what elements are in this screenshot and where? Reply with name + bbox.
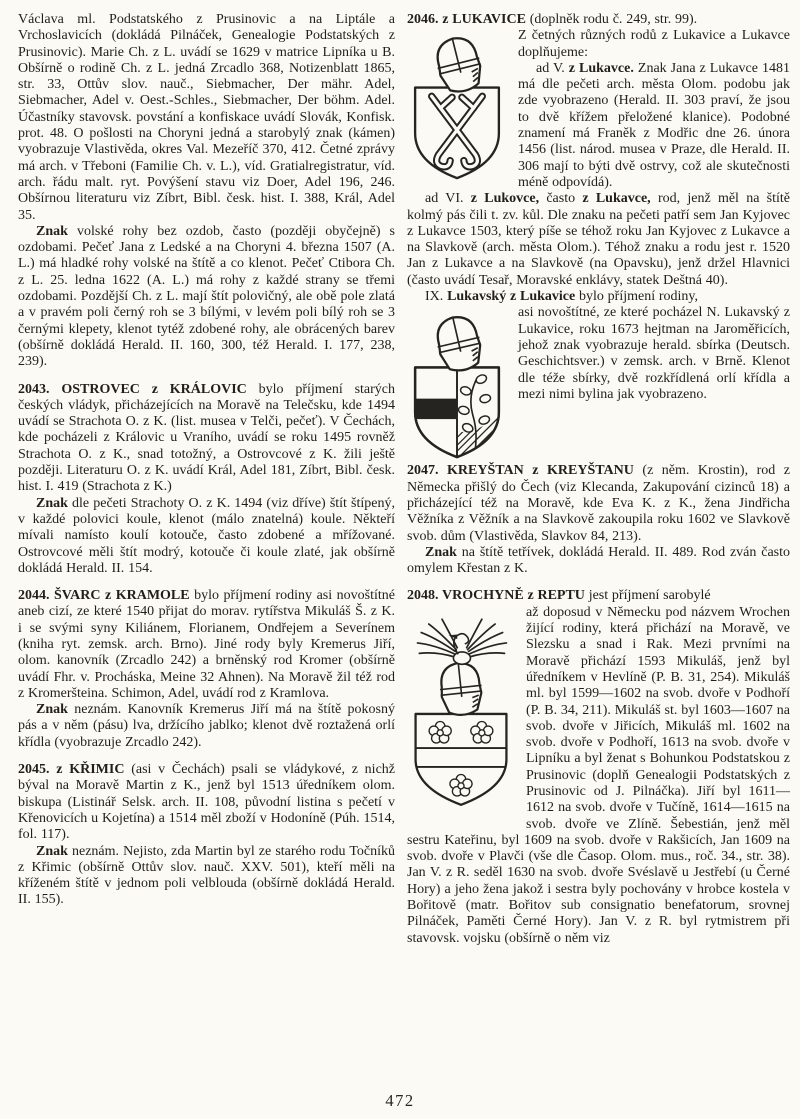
bold-text: Znak xyxy=(36,223,68,239)
body-text: Znak Jana z Lukavce 1481 má dle pečeti arch. města Olom. podobu jak zde vyobrazeno (Herald. II. 303 praví, že jsou to dvě křížem přeložené klanice). Podobné znamení má Franěk z Modřic dne 26. února 1456 (list. národ. musea v Praze, dle Herald. II. 306 mají to býti dvě ostrvy, což ale skutečnosti méně odpovídá). xyxy=(518,60,790,190)
entry-2046-heading xyxy=(407,12,790,28)
body-text: IX. xyxy=(425,289,448,305)
bold-text: Znak xyxy=(36,495,68,511)
entry-2044-paragraph xyxy=(18,588,395,702)
bold-text: Znak xyxy=(36,702,68,718)
bold-text: z Lukovce, xyxy=(470,191,540,207)
right-column xyxy=(407,12,790,947)
bold-text: 2043. OSTROVEC z KRÁLOVIC xyxy=(18,381,247,397)
bold-text: 2044. ŠVARC z KRAMOLE xyxy=(18,588,190,604)
body-text: rod, jenž měl na štítě kolmý pás čili t. zv. kůl. Dle znaku na pečeti patří sem Jan Kyjovec z Lukavce 1503, který píše se téhož roku Jan Kyjovec z Lukavce a na Slavkově (arch. města Olom.). Téhož znaku a rodu jest r. 1520 Jan z Lukavce a na Slavkově (na Opavsku), jenž držel Hlavnici (často uvádí Tesař, Moravské enklávy, statek Deštná 40). xyxy=(407,191,790,288)
entry-2046-ix-heading xyxy=(407,289,790,305)
entry-2047-blazon xyxy=(407,545,790,578)
great-helm-icon xyxy=(438,661,485,717)
entry-continuation-paragraph xyxy=(18,12,395,224)
body-text: (z něm. Krostin), rod z Německa přišlý do Čech (viz Klecanda, Zakupování cizinců 18) a přicházející též na Moravě, kde Eva K. z K., žena Jindřicha Věžníka z Věžník a na Slavkově zakoupila roku 1602 ve Slavkově svob. dům (Vlastivěda, Slavkov 84, 213). xyxy=(407,463,790,544)
coat-of-arms-fess-roses-bird-crest-icon xyxy=(408,609,514,817)
bold-text: Znak xyxy=(425,544,457,560)
great-helm-icon xyxy=(432,313,486,375)
entry-2043-blazon xyxy=(18,496,395,577)
bold-text: z Lukavce, xyxy=(582,191,651,207)
body-text: na štítě tetřívek, dokládá Herald. II. 489. Rod zván často omylem Křestan z K. xyxy=(407,544,790,577)
bold-text: z Lukavce. xyxy=(568,60,634,76)
body-text: neznám. Kanovník Kremerus Jiří má na štítě pokosný pás a v něm (pásu) lva, držícího jablko; klenot dvě roztažená orlí křídla (vyobrazuje Zrcadlo 242). xyxy=(18,702,395,750)
bold-text: 2047. KREYŠTAN z KREYŠTANU xyxy=(407,463,634,479)
entry-2044-blazon xyxy=(18,702,395,751)
coat-of-arms-crossed-klanice-icon xyxy=(408,32,506,182)
figure-arms-vrochyne xyxy=(408,609,514,817)
body-text: Václava ml. Podstatského z Prusinovic a na Liptále a Vrchoslavicích (dokládá Pilnáček, Genealogie Podstatských z Prusinovic). Marie Ch. z L. uvádí se 1629 v matrice Lipníka u B. Obšírně o rodině Ch. z L. jedná Zrcadlo 368, Notizenblatt 1865, str. 33, Ottův slov. nauč., Siebmacher, Der mähr. Adel, Siebmacher, Adel v. Oest.-Schles., Siebmacher, Der böhm. Adel. Účastníky stavovsk. povstání a konfiskace uvádí Slovák, Konfisk. prot. 48. O pošlosti na Choryni jedná a starobylý znak (kámen) vyobrazuje Vlastivěda, okres Val. Mezeříč 370, 412. Četné zprávy má arch. v Třeboni (Familie Ch. v. L.), víd. Gratialregistratur, víd. arch. řádu malt. ryt. Povýšení stavu viz Doer, Adel 196, 246. Obšírnou literaturu viz Zíbrt, Bibl. česk. hist. I. 388, Král, Adel 35. xyxy=(18,12,395,223)
blazon-paragraph xyxy=(18,224,395,371)
entry-2043-paragraph xyxy=(18,382,395,496)
coat-of-arms-per-pale-fess-vine-icon xyxy=(408,309,506,461)
entry-2048-heading xyxy=(407,588,790,604)
body-text: jest příjmení sarobylé xyxy=(584,588,711,604)
body-text: neznám. Nejisto, zda Martin byl ze starého rodu Točníků z Křimic (obšírně Ottův slov. nauč. XXV. 501), kteří měli na kříženém štítě v jednom poli velblouda (obšírně dokládá Herald. II. 155). xyxy=(18,843,395,908)
entry-2045-blazon xyxy=(18,844,395,909)
figure-arms-lukavsky xyxy=(408,309,506,461)
body-text: bylo příjmení rodiny, xyxy=(575,289,699,305)
body-text: (doplněk rodu č. 249, str. 99). xyxy=(525,12,698,27)
body-text: ad V. xyxy=(536,60,569,76)
fess-icon xyxy=(415,399,457,419)
body-text: volské rohy bez ozdob, často (později obyčejně) s ozdobami. Pečeť Jana z Ledské a na Choryni 4. března 1507 (A. L.) má hladké rohy volské na štítě a co klenot. Pečeť Ctibora Ch. z L. 25. ledna 1622 (A. L.) má rohy z každé strany se třemi ozdobami. Pozdější Ch. z L. mají štít polovičný, ale obě pole zlatá a v pravém poli černý roh se 3 bílými, v levém poli bílý roh se 3 černými klepety, klenot tytéž zdobené rohy, ale obrácených barev (obšírně dokládá Herald. II. 160, 300, též Herald. I. 177, 238, 239). xyxy=(18,223,395,370)
entry-2046-ad-vi xyxy=(407,191,790,289)
body-text: dle pečeti Strachoty O. z K. 1494 (viz dříve) štít štípený, v každé polovici koule, klenot (málo znatelná) koule. Někteří mívali namísto koulí kotouče, často zdobené a mřížované. Ostrovcové měli štít modrý, kotouče či koule zlaté, jak obšírně dokládá Herald. II. 154. xyxy=(18,495,395,576)
body-text: bylo příjmení starých českých vládyk, přicházejících na Moravě na Telečsku, kde 1494 uvádí se Strachota O. z K. (list. musea v Telči, pečeť). V Čechách, kde pocházeli z Královic u Vraního, uvádí se roku 1495 rovněž Strachota O. z K., snad totožný, a Ostrovcové z K. žili ještě později. Literaturu O. z K. uvádí Král, Adel 181, Zíbrt, Bibl. česk. hist. I. 419 (Strachota z K.) xyxy=(18,381,396,495)
page-number: 472 xyxy=(385,1090,415,1110)
body-text: asi novoštítné, ze které pocházel N. Lukavský z Lukavice, roku 1673 hejtman na Jaroměřicích, jehož znak vyobrazuje herald. sbírka (Deutsch. Geschichtsver.) v zemsk. arch. v Brně. Klenot dle téže sbírky, dvě rozkřídlená orlí křídla a mezi nimi bylina jak vyobrazeno. xyxy=(518,305,790,402)
figure-arms-lukavice xyxy=(408,32,506,182)
body-text: ad VI. xyxy=(425,191,471,207)
body-text: (asi v Čechách) psali se vládykové, z nichž býval na Moravě Martin z K., jenž byl 1513 úředníkem olom. biskupa (Listinář Selsk. arch. II. 108, původní listina s pečetí v Křenovicích u Kojetína) a 1514 měl zboží v Hodoníně (Púh. 1514, fol. 117). xyxy=(18,762,396,843)
bold-text: Znak xyxy=(36,843,68,859)
entry-2045-paragraph xyxy=(18,762,395,843)
body-text: bylo příjmení rodiny asi novoštítné aneb cizí, ze které 1540 přijat do morav. rytířstva Mikuláš Š. z K. i se svými syny Kiliánem, Florianem, Ondřejem a Severínem (kniha ryt. zemsk. arch. Brno). Jiné rody byly Kremerus Jiří, olom. kanovník (Zrcadlo 242) a brněnský rod Kromer (obšírně uvádí Fhr. v. Procháska, Meine 32 Ahnen). Na Moravě žil též rod z Kromeršteina. Schimon, Adel, uvádí rod z Kramlova. xyxy=(18,588,395,701)
body-text: často xyxy=(539,191,583,207)
bold-text: 2046. z LUKAVICE xyxy=(407,12,526,27)
body-text: Z četných různých rodů z Lukavice a Lukavce doplňujeme: xyxy=(518,28,790,60)
bold-text: 2048. VROCHYNĚ z REPTU xyxy=(407,588,585,604)
bold-text: 2045. z KŘIMIC xyxy=(18,762,125,778)
body-text: až doposud v Německu pod názvem Wrochen žijící rodiny, která přichází na Moravě, ve Slezsku a snad i Rak. Mezi prvními na Moravě přichází 1593 Mikuláš, jenž byl úředníkem v Hevlíně (P. B. 31, 254). Mikuláš ml. byl 1599—1602 na svob. dvoře v Podhoří (P. B. 34, 211). Mikuláš st. byl 1603—1607 na svob. dvoře v Jiřicích, Mikuláš ml. 1602 na svob. dvoře v Podhoří, 1613 na svob. dvoře v Lipníku a byl ženat s Bohunkou Podstatskou z Prusinovic (doplň Genealogii Podstatských z Prusinovic od J. Pilnáčka). Jiří byl 1611—1612 na svob. dvoře v Tučíně, 1614—1615 na svob. dvoře ve Zlíně. Šebestián, jenž měl sestru Kateřinu, byl 1609 na svob. dvoře v Rakšicích, Jan 1609 na svob. dvoře v Plavči (vše dle Časop. Olom. mus., roč. 34., str. 38). Jan V. z R. seděl 1630 na svob. dvoře Svéslavě u Jestřebí (u Černé Hory) a jeho žena jakož i sestra byly pochovány v hrobce kostela v Bořitově (matr. Bořitov sub consignatio benefatorum, srovnej Pilnáček, Paměti Černé Hory). Jan V. z R. byl rytmistrem při stavovsk. vojsku (obšírně o něm viz xyxy=(407,604,790,946)
bird-crest-icon xyxy=(417,619,506,664)
bold-text: Lukavský z Lukavice xyxy=(447,289,576,305)
entry-2047-paragraph xyxy=(407,463,790,544)
left-column xyxy=(18,12,395,947)
